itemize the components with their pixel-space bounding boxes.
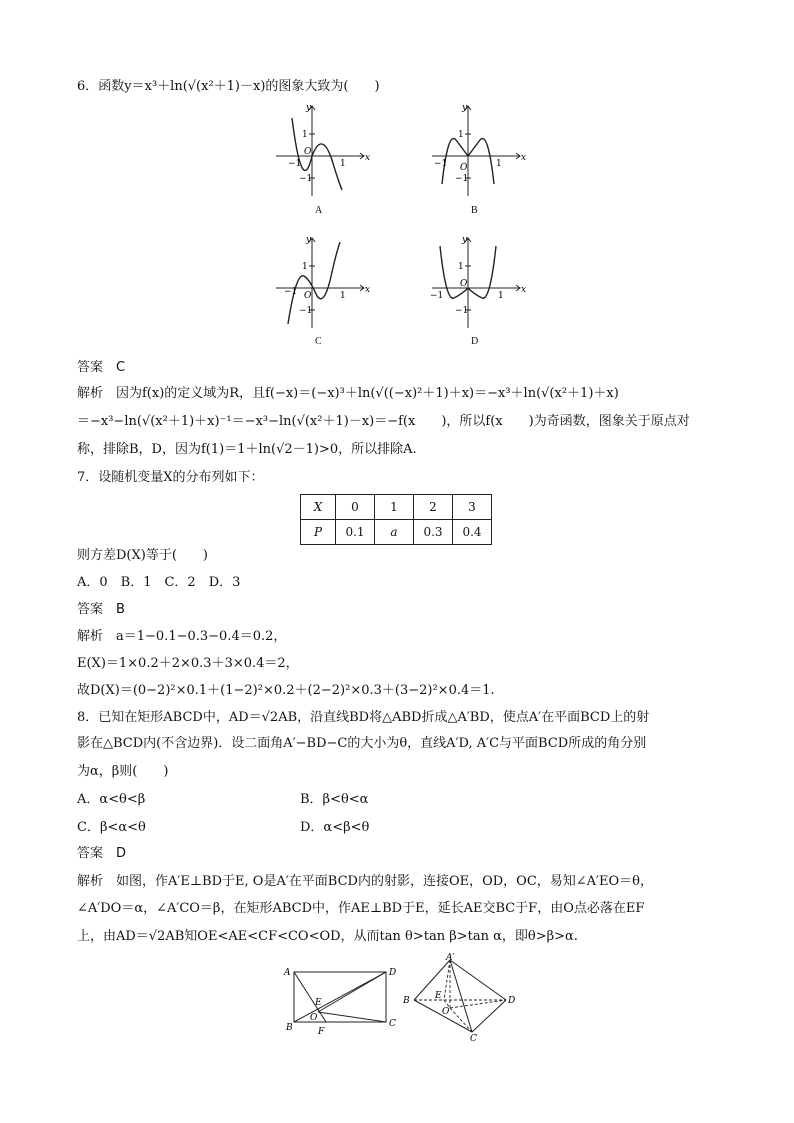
label-d: D <box>508 996 516 1006</box>
tick-1: 1 <box>458 262 464 272</box>
tick-1: 1 <box>458 130 464 140</box>
graph-option-c[interactable] <box>272 232 372 332</box>
q8-option-b: B．β<θ<α <box>300 792 369 807</box>
q8-option-d: D．α<β<θ <box>300 820 370 835</box>
q7-explanation-1: 解析 a＝1−0.1−0.3−0.4＝0.2， <box>77 629 287 644</box>
label-e: E <box>315 998 322 1008</box>
label-d: D <box>389 968 397 978</box>
label-f: F <box>318 1027 325 1037</box>
label-o: O <box>310 1013 318 1023</box>
q8-option-a: A．α<θ<β <box>77 792 146 807</box>
table-cell: 2 <box>414 495 453 520</box>
q7-answer: 答案 B <box>77 602 125 617</box>
origin-label: O <box>304 291 312 301</box>
table-cell: 3 <box>453 495 492 520</box>
q8-explanation-2: ∠A′DO＝α，∠A′CO＝β，在矩形ABCD中，作AE⊥BD于E，延长AE交BC于F，由O点必落在EF <box>77 901 645 916</box>
tick-xm1: −1 <box>434 159 448 169</box>
q8-stem-1: 8．已知在矩形ABCD中，AD＝√2AB，沿直线BD将△ABD折成△A′BD，使点A′在平面BCD上的射 <box>77 710 650 725</box>
graph-option-b[interactable] <box>428 100 528 200</box>
q8-answer: 答案 D <box>77 846 127 861</box>
option-a-label: A <box>315 205 323 216</box>
tick-x1: 1 <box>340 159 346 169</box>
rectangle-figure <box>282 962 402 1038</box>
option-d-label: D <box>471 336 479 347</box>
tetrahedron-figure <box>400 952 525 1042</box>
tick-1: 1 <box>302 130 308 140</box>
q8-stem-3: 为α，β则( ) <box>77 764 169 779</box>
table-cell: a <box>375 520 414 545</box>
q8-explanation-1: 解析 如图，作A′E⊥BD于E, O是A′在平面BCD内的射影，连接OE，OD，OC，易知∠A′EO＝θ， <box>77 874 653 889</box>
q7-explanation-3: 故D(X)＝(0−2)²×0.1＋(1−2)²×0.2＋(2−2)²×0.3＋(3−2)²×0.4＝1. <box>77 683 495 698</box>
label-c: C <box>470 1034 477 1042</box>
q7-stem: 7．设随机变量X的分布列如下： <box>77 470 264 485</box>
tick-xm1: −1 <box>430 291 444 301</box>
label-a-prime: A′ <box>446 953 455 963</box>
tick-x1: 1 <box>496 159 502 169</box>
axis-y-label: y <box>462 235 468 245</box>
axis-y-label: y <box>306 103 312 113</box>
table-row <box>301 495 492 520</box>
tick-xm1: −1 <box>288 159 302 169</box>
axis-x-label: x <box>365 153 371 163</box>
axis-x-label: x <box>521 285 527 295</box>
q7-explanation-2: E(X)＝1×0.2＋2×0.3＋3×0.4＝2， <box>77 656 299 671</box>
q6-explanation-1: 解析 因为f(x)的定义域为R，且f(−x)＝(−x)³＋ln(√((−x)²＋1)＋x)＝−x³＋ln(√(x²＋1)＋x) <box>77 386 619 401</box>
tick-1: 1 <box>302 262 308 272</box>
tick-m1: −1 <box>299 306 313 316</box>
tick-x1: 1 <box>340 291 346 301</box>
origin-label: O <box>460 279 468 289</box>
option-c-label: C <box>315 336 322 347</box>
q8-option-c: C．β<α<θ <box>77 820 146 835</box>
option-b-label: B <box>471 205 478 216</box>
q6-explanation-2: ＝−x³−ln(√(x²＋1)＋x)⁻¹＝−x³−ln(√(x²＋1)－x)＝−f(x )，所以f(x )为奇函数，图象关于原点对 <box>77 414 690 429</box>
axis-y-label: y <box>462 103 468 113</box>
label-b: B <box>286 1023 293 1033</box>
origin-label: O <box>304 147 312 157</box>
distribution-table <box>300 494 492 545</box>
table-cell: 0.4 <box>453 520 492 545</box>
graph-option-a[interactable] <box>272 100 372 200</box>
table-row <box>301 520 492 545</box>
table-cell: X <box>301 495 336 520</box>
table-cell: 0 <box>336 495 375 520</box>
label-b: B <box>403 996 410 1006</box>
tick-m1: −1 <box>455 306 469 316</box>
tick-m1: −1 <box>455 174 469 184</box>
q6-answer: 答案 C <box>77 360 126 375</box>
label-o: O <box>442 1007 450 1017</box>
axis-x-label: x <box>365 285 371 295</box>
label-c: C <box>389 1019 396 1029</box>
table-cell: 1 <box>375 495 414 520</box>
axis-x-label: x <box>521 153 527 163</box>
q6-explanation-3: 称，排除B，D，因为f(1)＝1＋ln(√2－1)>0，所以排除A. <box>77 442 417 457</box>
label-a: A <box>284 968 291 978</box>
table-cell: 0.1 <box>336 520 375 545</box>
tick-x1: 1 <box>498 291 504 301</box>
label-e: E <box>435 991 442 1001</box>
graph-option-d[interactable] <box>428 232 528 332</box>
table-cell: 0.3 <box>414 520 453 545</box>
q8-explanation-3: 上，由AD＝√2AB知OE<AE<CF<CO<OD，从而tan θ>tan β>tan α，即θ>β>α. <box>77 929 578 944</box>
q7-ask: 则方差D(X)等于( ) <box>77 548 208 563</box>
tick-m1: −1 <box>299 174 313 184</box>
origin-label: O <box>460 163 468 173</box>
tick-xm1: −1 <box>284 287 298 297</box>
table-cell: P <box>301 520 336 545</box>
q6-stem: 6．函数y＝x³＋ln(√(x²＋1)－x)的图象大致为( ) <box>77 79 380 94</box>
q8-stem-2: 影在△BCD内(不含边界)．设二面角A′−BD−C的大小为θ，直线A′D, A′C与平面BCD所成的角分别 <box>77 736 647 751</box>
axis-y-label: y <box>306 235 312 245</box>
q7-options: A．0 B．1 C．2 D．3 <box>77 575 241 590</box>
